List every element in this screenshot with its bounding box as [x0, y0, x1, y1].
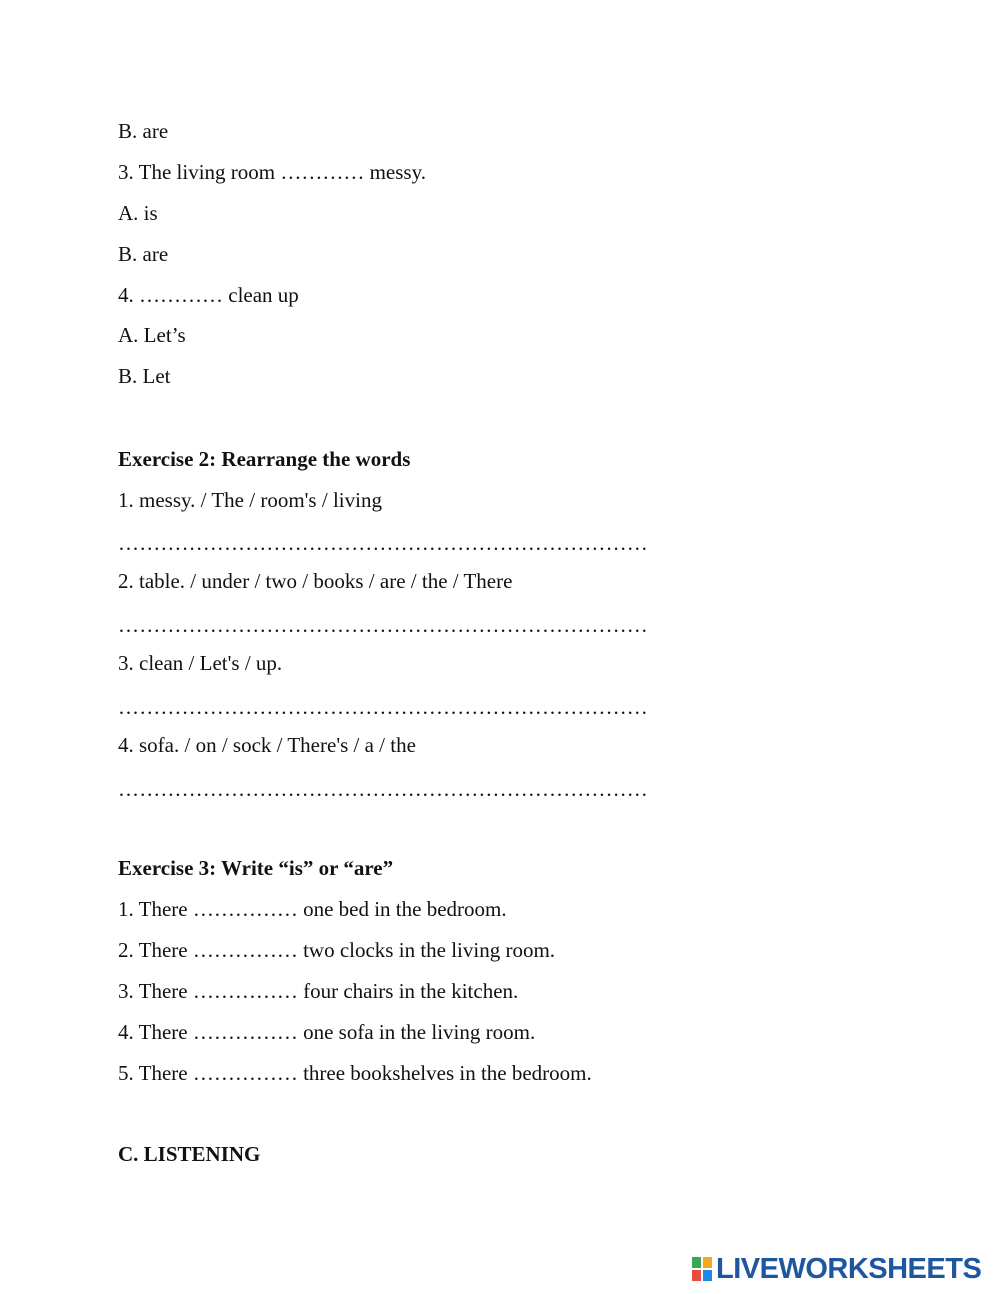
exercise2-heading: Exercise 2: Rearrange the words	[118, 447, 411, 471]
q2-option-b: B. are	[118, 119, 169, 143]
exercise2-answer-line-3[interactable]: …………………………………………………………………	[118, 695, 648, 719]
exercise3-item-1: 1. There …………… one bed in the bedroom.	[118, 897, 507, 921]
q3-option-a: A. is	[118, 201, 158, 225]
exercise2-item-3: 3. clean / Let's / up.	[118, 651, 283, 675]
q4-option-a: A. Let’s	[118, 323, 186, 347]
exercise2-item-4: 4. sofa. / on / sock / There's / a / the	[118, 733, 416, 757]
exercise3-heading: Exercise 3: Write “is” or “are”	[118, 856, 394, 880]
exercise2-item-2: 2. table. / under / two / books / are / the / There	[118, 569, 513, 593]
q4-question: 4. ………… clean up	[118, 283, 299, 307]
exercise3-item-2: 2. There …………… two clocks in the living room.	[118, 938, 556, 962]
exercise3-item-5: 5. There …………… three bookshelves in the bedroom.	[118, 1061, 592, 1085]
exercise2-answer-line-1[interactable]: …………………………………………………………………	[118, 531, 648, 555]
liveworksheets-blocks-icon	[692, 1257, 712, 1281]
q3-option-b: B. are	[118, 242, 169, 266]
exercise2-answer-line-2[interactable]: …………………………………………………………………	[118, 613, 648, 637]
liveworksheets-logo	[692, 1254, 981, 1284]
exercise3-item-3: 3. There …………… four chairs in the kitchen.	[118, 979, 519, 1003]
liveworksheets-wordmark: LIVEWORKSHEETS	[716, 1253, 982, 1285]
q3-question: 3. The living room ………… messy.	[118, 160, 426, 184]
exercise3-item-4: 4. There …………… one sofa in the living room.	[118, 1020, 536, 1044]
exercise2-answer-line-4[interactable]: …………………………………………………………………	[118, 777, 648, 801]
exercise2-item-1: 1. messy. / The / room's / living	[118, 488, 382, 512]
section-c-heading: C. LISTENING	[118, 1142, 261, 1166]
q4-option-b: B. Let	[118, 364, 171, 388]
